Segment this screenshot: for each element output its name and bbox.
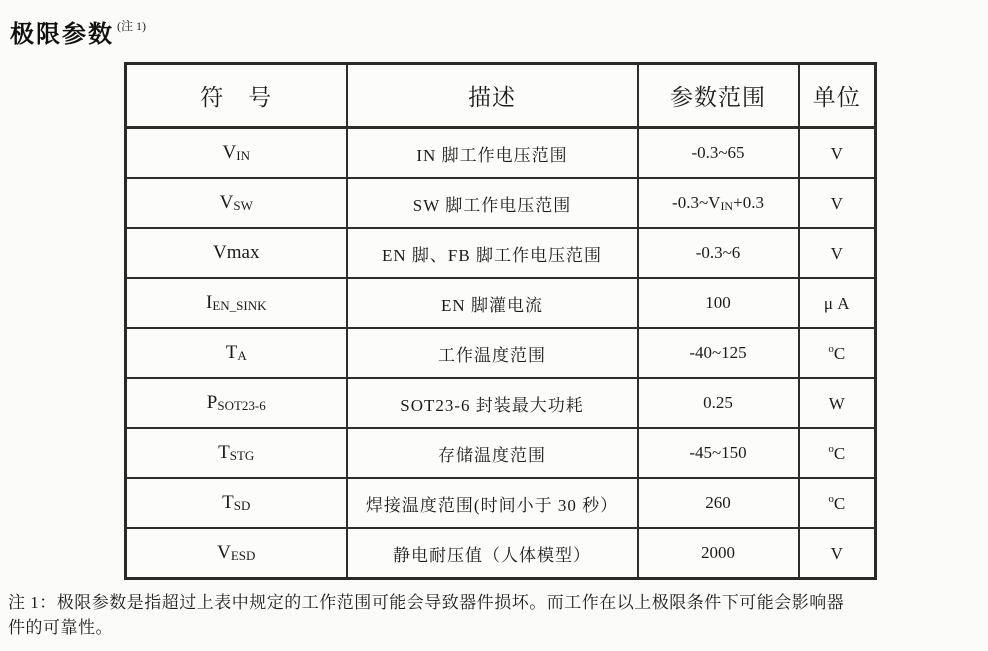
table-row (126, 428, 876, 478)
symbol-main: P (206, 392, 218, 413)
symbol-cell (126, 278, 347, 328)
unit-cell: V (799, 228, 876, 278)
table-row (126, 178, 876, 228)
footnote-line-1: 注 1：极限参数是指超过上表中规定的工作范围可能会导致器件损坏。而工作在以上极限条件下可能会影响器 (8, 593, 845, 612)
range-cell: 100 (638, 278, 799, 328)
page-title-note-superscript: (注 1) (117, 19, 146, 33)
symbol-main: T (225, 342, 238, 363)
description-cell: 焊接温度范围(时间小于 30 秒） (347, 478, 638, 528)
table-row (126, 128, 876, 179)
symbol-subscript: SOT23-6 (217, 398, 266, 413)
header-description: 描述 (347, 64, 638, 128)
symbol-main: T (218, 442, 230, 463)
header-unit: 单位 (799, 64, 876, 128)
symbol-main: V (219, 192, 234, 213)
description-cell: 存储温度范围 (347, 428, 638, 478)
page-title (10, 14, 146, 49)
description-cell: SOT23-6 封装最大功耗 (347, 378, 638, 428)
unit-cell: V (799, 128, 876, 179)
symbol-subscript: A (237, 348, 247, 363)
description-cell: SW 脚工作电压范围 (347, 178, 638, 228)
symbol-subscript: IN (236, 148, 250, 163)
range-cell: -40~125 (638, 328, 799, 378)
symbol-cell (126, 328, 347, 378)
description-cell: IN 脚工作电压范围 (347, 128, 638, 179)
symbol-main: V (222, 142, 237, 163)
description-cell: EN 脚灌电流 (347, 278, 638, 328)
table-row (126, 278, 876, 328)
symbol-cell (126, 528, 347, 579)
symbol-cell (126, 478, 347, 528)
unit-cell: V (799, 178, 876, 228)
range-cell: 260 (638, 478, 799, 528)
symbol-main: T (222, 492, 234, 513)
table-row (126, 228, 876, 278)
description-cell: EN 脚、FB 脚工作电压范围 (347, 228, 638, 278)
unit-cell: V (799, 528, 876, 579)
symbol-subscript: SW (233, 198, 253, 213)
symbol-subscript: STG (229, 448, 255, 463)
symbol-subscript: SD (233, 498, 251, 513)
unit-cell: W (799, 378, 876, 428)
symbol-cell (126, 228, 347, 278)
range-cell: -0.3~6 (638, 228, 799, 278)
page-title-text: 极限参数 (10, 21, 114, 48)
footnote-line-2: 件的可靠性。 (8, 618, 113, 637)
symbol-subscript: ESD (230, 548, 256, 563)
range-cell: 2000 (638, 528, 799, 579)
header-range: 参数范围 (638, 64, 799, 128)
symbol-cell (126, 428, 347, 478)
range-cell: -0.3~VIN+0.3 (638, 178, 799, 228)
unit-cell: $^o$C (799, 428, 876, 478)
symbol-main: Vmax (213, 242, 260, 263)
symbol-cell (126, 378, 347, 428)
symbol-main: V (217, 542, 231, 563)
symbol-cell (126, 128, 347, 179)
symbol-subscript: EN_SINK (212, 298, 267, 313)
header-symbol: 符 号 (126, 64, 347, 128)
table-row (126, 528, 876, 579)
table-header-row (126, 64, 876, 128)
symbol-main: I (206, 292, 213, 313)
unit-cell: $^o$C (799, 478, 876, 528)
description-cell: 工作温度范围 (347, 328, 638, 378)
footnote (8, 590, 983, 640)
symbol-cell (126, 178, 347, 228)
range-cell: 0.25 (638, 378, 799, 428)
description-cell: 静电耐压值（人体模型） (347, 528, 638, 579)
range-cell: -45~150 (638, 428, 799, 478)
unit-cell: $^o$C (799, 328, 876, 378)
table-row (126, 328, 876, 378)
table-row (126, 478, 876, 528)
table-row (126, 378, 876, 428)
unit-cell: μ A (799, 278, 876, 328)
range-cell: -0.3~65 (638, 128, 799, 179)
absolute-maximum-ratings-table (124, 62, 877, 580)
